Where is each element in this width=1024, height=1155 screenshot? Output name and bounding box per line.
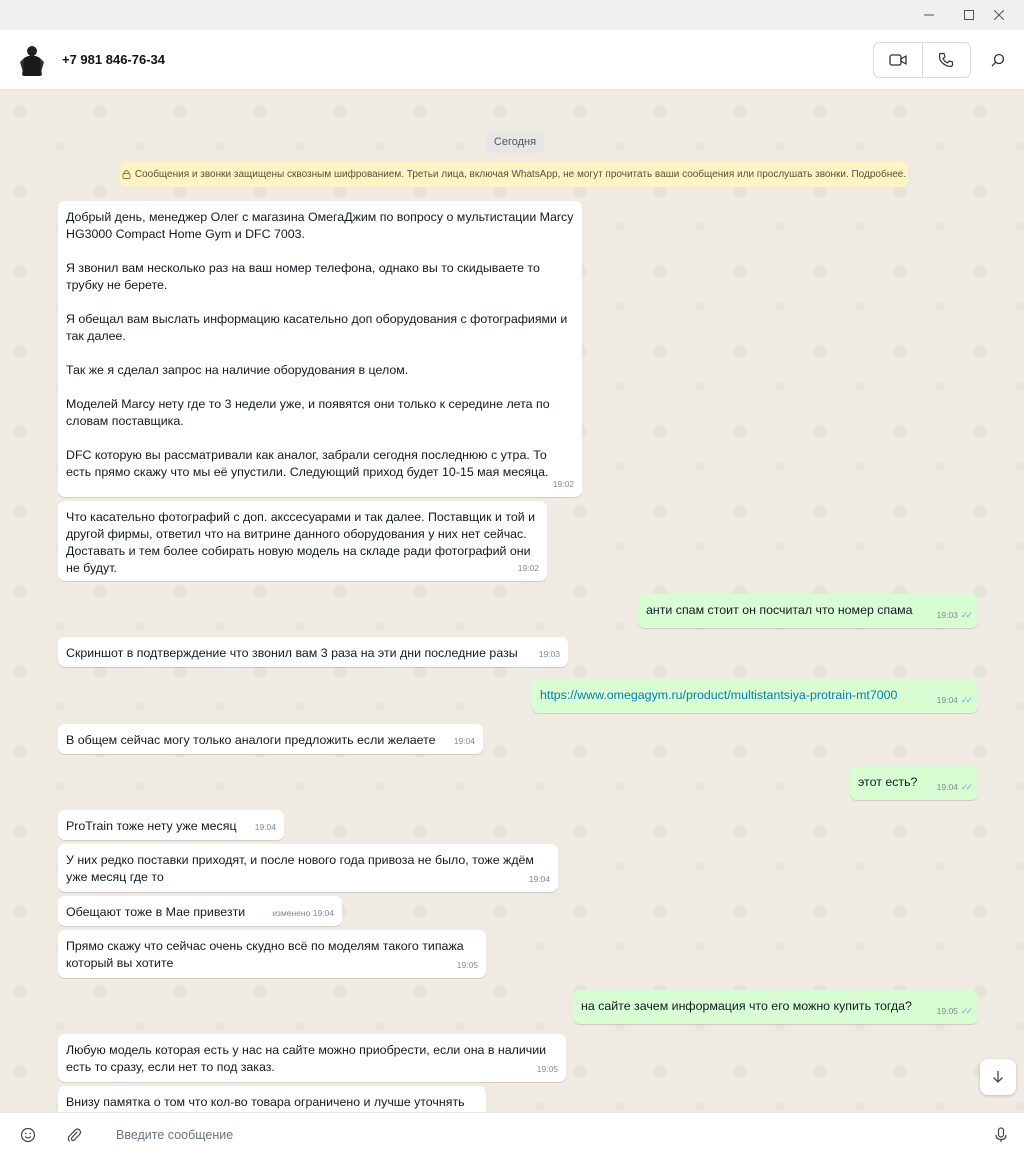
search-icon (991, 53, 1005, 67)
read-ticks-icon: ✓✓ (960, 695, 970, 705)
message-meta (937, 779, 970, 796)
date-chip: Сегодня (486, 131, 544, 153)
attach-icon (66, 1127, 82, 1143)
message-bubble[interactable] (58, 1086, 486, 1112)
message-bubble[interactable] (58, 201, 582, 497)
message-text: Скриншот в подтверждение что звонил вам 3 раза на эти дни последние разы (66, 646, 518, 660)
message-meta (537, 1061, 558, 1078)
message-bubble[interactable] (573, 990, 978, 1024)
message-text: Обещают тоже в Мае привезти (66, 905, 246, 919)
message-text: В общем сейчас могу только аналоги предложить если желаете (66, 733, 436, 747)
message-meta (937, 1003, 970, 1020)
message-bubble[interactable] (58, 1034, 566, 1082)
message-text: Внизу памятка о том что кол-во товара ограничено и лучше уточнять (66, 1095, 465, 1109)
message-composer (0, 1112, 1024, 1155)
message-time: изменено 19:04 (272, 908, 334, 918)
message-bubble[interactable] (532, 679, 978, 713)
video-call-icon (889, 53, 907, 67)
voice-call-button[interactable] (922, 43, 970, 77)
window-titlebar (0, 0, 1024, 30)
message-bubble[interactable] (58, 637, 568, 667)
message-bubble[interactable] (58, 896, 342, 926)
message-meta (272, 905, 334, 922)
message-text: ProTrain тоже нету уже месяц (66, 819, 237, 833)
avatar[interactable] (14, 42, 50, 78)
message-link[interactable]: https://www.omegagym.ru/product/multistantsiya-protrain-mt7000 (540, 688, 898, 702)
message-meta (937, 607, 970, 624)
message-meta (539, 646, 560, 663)
message-meta (457, 957, 478, 974)
message-text: анти спам стоит он посчитал что номер спама (646, 603, 913, 617)
message-time: 19:04 (254, 822, 276, 832)
emoji-icon (20, 1127, 36, 1143)
message-time: 19:02 (552, 479, 574, 489)
voice-call-icon (938, 52, 954, 68)
message-meta (518, 560, 539, 577)
read-ticks-icon: ✓✓ (960, 1006, 970, 1016)
lock-icon (122, 169, 131, 179)
message-text: Что касательно фотографий с доп. акссесуарами и так далее. Поставщик и той и другой фирмы, ответил что на витрине данного оборудования у них нет сейчас. Доставать и тем более собирать новую модель на складе ради фотографий они не будут. (66, 510, 539, 575)
chat-area[interactable] (0, 91, 1024, 1112)
message-bubble[interactable] (850, 766, 978, 800)
message-meta (529, 871, 550, 888)
read-ticks-icon: ✓✓ (960, 782, 970, 792)
voice-message-button[interactable] (989, 1123, 1013, 1147)
message-time: 19:03 (538, 649, 560, 659)
message-text: Любую модель которая есть у нас на сайте можно приобрести, если она в наличии есть то сразу, если нет то под заказ. (66, 1043, 550, 1074)
microphone-icon (994, 1127, 1008, 1143)
contact-name[interactable]: +7 981 846-76-34 (62, 52, 166, 67)
message-time: 19:05 (456, 960, 478, 970)
message-bubble[interactable] (58, 844, 558, 892)
message-time: 19:04 (936, 782, 958, 792)
message-meta (454, 733, 475, 750)
message-text: этот есть? (858, 775, 918, 789)
message-bubble[interactable] (58, 724, 483, 754)
close-icon[interactable] (976, 0, 1022, 30)
message-input[interactable] (116, 1125, 956, 1145)
message-time: 19:03 (936, 610, 958, 620)
encryption-notice[interactable] (120, 161, 908, 187)
message-time: 19:04 (936, 695, 958, 705)
message-time: 19:02 (517, 563, 539, 573)
message-bubble[interactable] (58, 810, 284, 840)
message-time: 19:04 (528, 874, 550, 884)
chat-header (0, 30, 1024, 90)
message-text: Добрый день, менеджер Олег с магазина ОмегаДжим по вопросу о мультистации Marcy HG3000 Compact Home Gym и DFC 7003. Я звонил вам несколько раз на ваш номер телефона, однако вы то скидываете то трубку не берете. Я обещал вам выслать информацию касательно доп оборудования с фотографиями и так далее. Так же я сделал запрос на наличие оборудования в целом. Моделей Marcy нету где то 3 недели уже, и появятся они только к середине лета по словам поставщика. DFC которую вы рассматривали как аналог, забрали сегодня последнюю с утра. То есть прямо скажу что мы её упустили. Следующий приход будет 10-15 мая месяца. (66, 210, 574, 479)
message-text: на сайте зачем информация что его можно купить тогда? (581, 999, 912, 1013)
message-bubble[interactable] (58, 501, 547, 581)
call-buttons (873, 42, 971, 78)
scroll-to-bottom-button[interactable] (980, 1059, 1016, 1095)
message-time: 19:05 (536, 1064, 558, 1074)
message-meta (255, 819, 276, 836)
encryption-notice-text: Сообщения и звонки защищены сквозным шифрованием. Третьи лица, включая WhatsApp, не могут прочитать ваши сообщения или прослушать звонки. Подробнее. (134, 168, 907, 180)
video-call-button[interactable] (874, 43, 922, 77)
emoji-button[interactable] (16, 1123, 40, 1147)
attach-button[interactable] (62, 1123, 86, 1147)
message-bubble[interactable] (638, 594, 978, 628)
message-time: 19:04 (453, 736, 475, 746)
message-bubble[interactable] (58, 930, 486, 978)
message-text: Прямо скажу что сейчас очень скудно всё по моделям такого типажа который вы хотите (66, 939, 468, 970)
message-meta (937, 692, 970, 709)
message-text: У них редко поставки приходят, и после нового года привоза не было, тоже ждём уже месяц где то (66, 853, 538, 884)
search-button[interactable] (984, 46, 1012, 74)
read-ticks-icon: ✓✓ (960, 610, 970, 620)
message-meta (553, 476, 574, 493)
arrow-down-icon (991, 1070, 1005, 1084)
message-time: 19:05 (936, 1006, 958, 1016)
